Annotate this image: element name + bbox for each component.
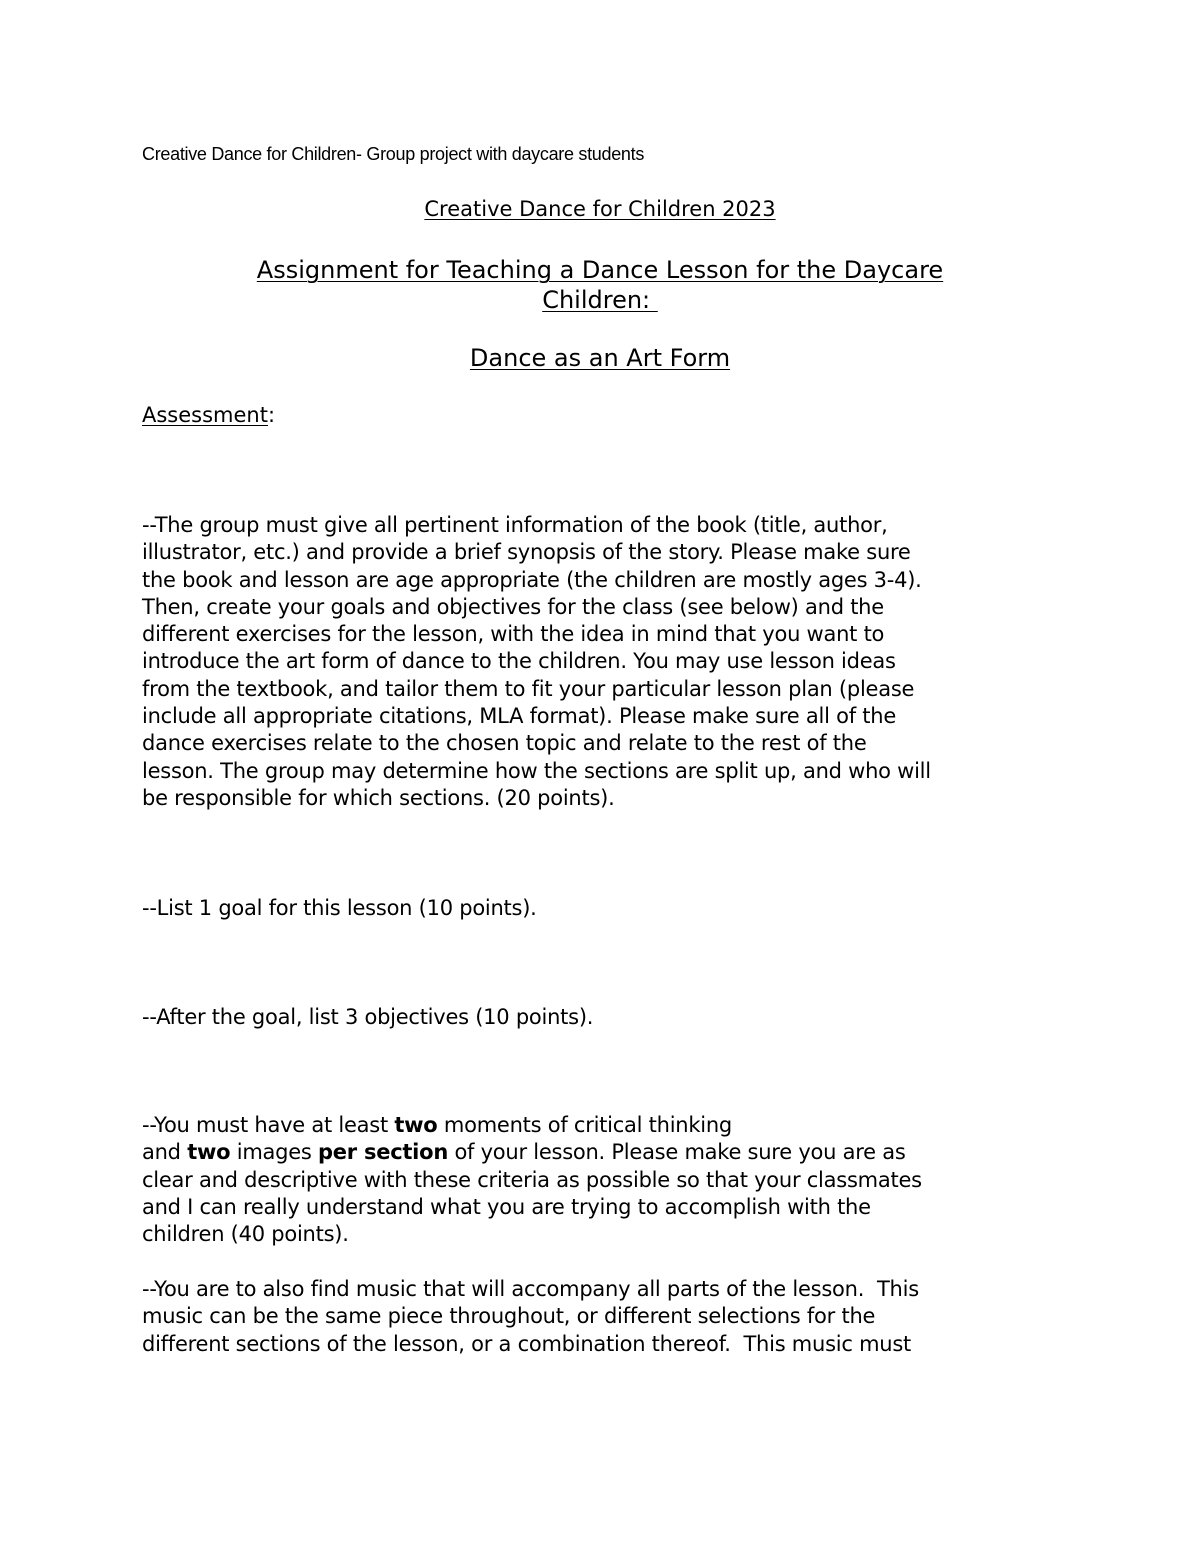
paragraph-line: --The group must give all pertinent information of the book (title, author, — [142, 513, 888, 537]
assignment-title-line-1: Assignment for Teaching a Dance Lesson for the Daycare — [256, 256, 944, 284]
paragraph-line: include all appropriate citations, MLA format). Please make sure all of the — [142, 704, 896, 729]
emphasis-two: two — [394, 1113, 438, 1137]
paragraph-line: --You are to also find music that will accompany all parts of the lesson. This — [142, 1277, 919, 1301]
assessment-heading — [142, 403, 275, 427]
paragraph-line: the book and lesson are age appropriate (the children are mostly ages 3-4). — [142, 567, 922, 592]
paragraph-line — [142, 1112, 1058, 1139]
paragraph-line: --After the goal, list 3 objectives (10 points). — [142, 1005, 594, 1029]
assignment-title — [142, 255, 1058, 315]
paragraph-objectives — [142, 1004, 1058, 1031]
emphasis-per-section: per section — [318, 1140, 449, 1165]
paragraph-line: different exercises for the lesson, with the idea in mind that you want to — [142, 622, 885, 647]
emphasis-two: two — [187, 1140, 231, 1165]
assessment-label: Assessment — [142, 403, 268, 427]
text-run: --You must have at least — [142, 1113, 395, 1137]
paragraph-line — [142, 1139, 1058, 1166]
paragraph-line: Then, create your goals and objectives for the class (see below) and the — [142, 594, 884, 619]
paragraph-line: clear and descriptive with these criteria as possible so that your classmates — [142, 1167, 922, 1192]
paragraph-line: from the textbook, and tailor them to fit your particular lesson plan (please — [142, 676, 915, 701]
paragraph-line: different sections of the lesson, or a combination thereof. This music must — [142, 1331, 912, 1356]
paragraph-line: children (40 points). — [142, 1222, 349, 1247]
assignment-title-line-2: Children: — [542, 286, 658, 314]
text-run: of your lesson. Please make sure you are as — [448, 1140, 906, 1165]
paragraph-music — [142, 1276, 1058, 1358]
paragraph-line: introduce the art form of dance to the children. You may use lesson ideas — [142, 649, 896, 674]
paragraph-line: lesson. The group may determine how the sections are split up, and who will — [142, 758, 931, 783]
subtitle: Dance as an Art Form — [469, 344, 731, 372]
paragraph-line: and I can really understand what you are trying to accomplish with the — [142, 1194, 871, 1219]
assessment-colon: : — [267, 403, 276, 427]
paragraph-line: be responsible for which sections. (20 points). — [142, 785, 615, 810]
text-run: images — [230, 1140, 319, 1165]
paragraph-line: music can be the same piece throughout, or different selections for the — [142, 1304, 876, 1329]
document-header: Creative Dance for Children- Group project with daycare students — [142, 144, 645, 164]
paragraph-book-information — [142, 512, 1058, 812]
text-run: and — [142, 1140, 188, 1165]
paragraph-line: dance exercises relate to the chosen topic and relate to the rest of the — [142, 731, 867, 756]
paragraph-critical-thinking — [142, 1112, 1058, 1248]
paragraph-line: illustrator, etc.) and provide a brief synopsis of the story. Please make sure — [142, 540, 911, 565]
course-title: Creative Dance for Children 2023 — [424, 197, 776, 221]
paragraph-line: --List 1 goal for this lesson (10 points). — [142, 896, 537, 920]
text-run: moments of critical thinking — [437, 1113, 732, 1137]
paragraph-goal — [142, 895, 1058, 922]
